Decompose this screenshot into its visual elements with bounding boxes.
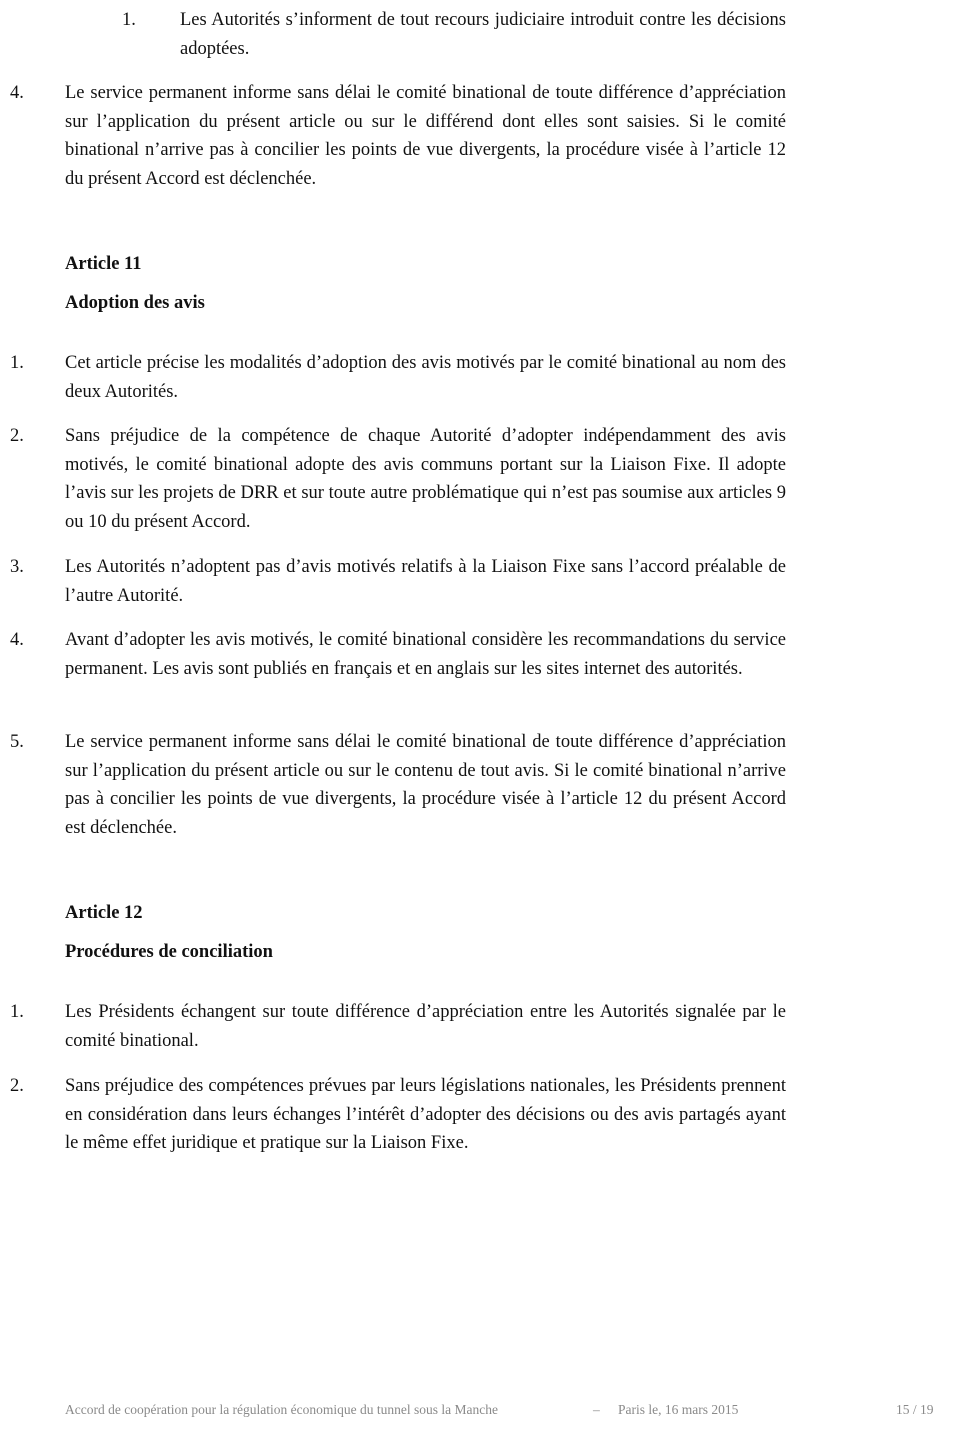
article-12-item-1-number: 1. (10, 1002, 24, 1022)
footer-separator: – (593, 1402, 600, 1417)
carryover-item-text: Les Autorités s’informent de tout recours judiciaire introduit contre les décisions adoptées. (180, 10, 786, 59)
carryover-item-number: 1. (122, 10, 136, 30)
footer-page-number: 15 / 19 (896, 1402, 934, 1417)
article-11-item-3-number: 3. (10, 557, 24, 577)
article-11-item-2-text: Sans préjudice de la compétence de chaque Autorité d’adopter indépendamment des avis motivés, le comité binational adopte des avis communs portant sur la Liaison Fixe. Il adopte l’avis sur les projets de DRR et sur toute autre problématique qui n’est pas soumise aux articles 9 ou 10 du présent Accord. (65, 426, 786, 532)
article-11-item-5-number: 5. (10, 732, 24, 752)
article-12-item-2-number: 2. (10, 1076, 24, 1096)
article-11-item-4-number: 4. (10, 630, 24, 650)
footer-title: Accord de coopération pour la régulation économique du tunnel sous la Manche (65, 1402, 498, 1417)
article-11-title: Adoption des avis (65, 293, 205, 313)
article-11-item-2-number: 2. (10, 426, 24, 446)
footer-place-date: Paris le, 16 mars 2015 (618, 1402, 739, 1417)
article-11-item-4-text: Avant d’adopter les avis motivés, le comité binational considère les recommandations du service permanent. Les avis sont publiés en français et en anglais sur les sites internet des autorités. (65, 630, 786, 679)
article-11-item-3-text: Les Autorités n’adoptent pas d’avis motivés relatifs à la Liaison Fixe sans l’accord préalable de l’autre Autorité. (65, 557, 786, 606)
article-12-title: Procédures de conciliation (65, 942, 273, 962)
intro-item-number: 4. (10, 83, 24, 103)
article-11-item-5-text: Le service permanent informe sans délai le comité binational de toute différence d’appréciation sur l’application du présent article ou sur le contenu de tout avis. Si le comité binational n’arrive pas à concilier les points de vue divergents, la procédure visée à l’article 12 du présent Accord est déclenchée. (65, 732, 786, 838)
article-11-heading: Article 11 (65, 254, 142, 274)
article-12-item-2-text: Sans préjudice des compétences prévues par leurs législations nationales, les Présidents prennent en considération dans leurs échanges l’intérêt d’adopter des décisions ou des avis partagés ayant le même effet juridique et pratique sur la Liaison Fixe. (65, 1076, 786, 1154)
intro-item-text: Le service permanent informe sans délai le comité binational de toute différence d’appréciation sur l’application du présent article ou sur le différend dont elles sont saisies. Si le comité binational n’arrive pas à concilier les points de vue divergents, la procédure visée à l’article 12 du présent Accord est déclenchée. (65, 83, 786, 189)
article-12-heading: Article 12 (65, 903, 143, 923)
article-12-item-1-text: Les Présidents échangent sur toute différence d’appréciation entre les Autorités signalée par le comité binational. (65, 1002, 786, 1051)
article-11-item-1-text: Cet article précise les modalités d’adoption des avis motivés par le comité binational au nom des deux Autorités. (65, 353, 786, 402)
article-11-item-1-number: 1. (10, 353, 24, 373)
